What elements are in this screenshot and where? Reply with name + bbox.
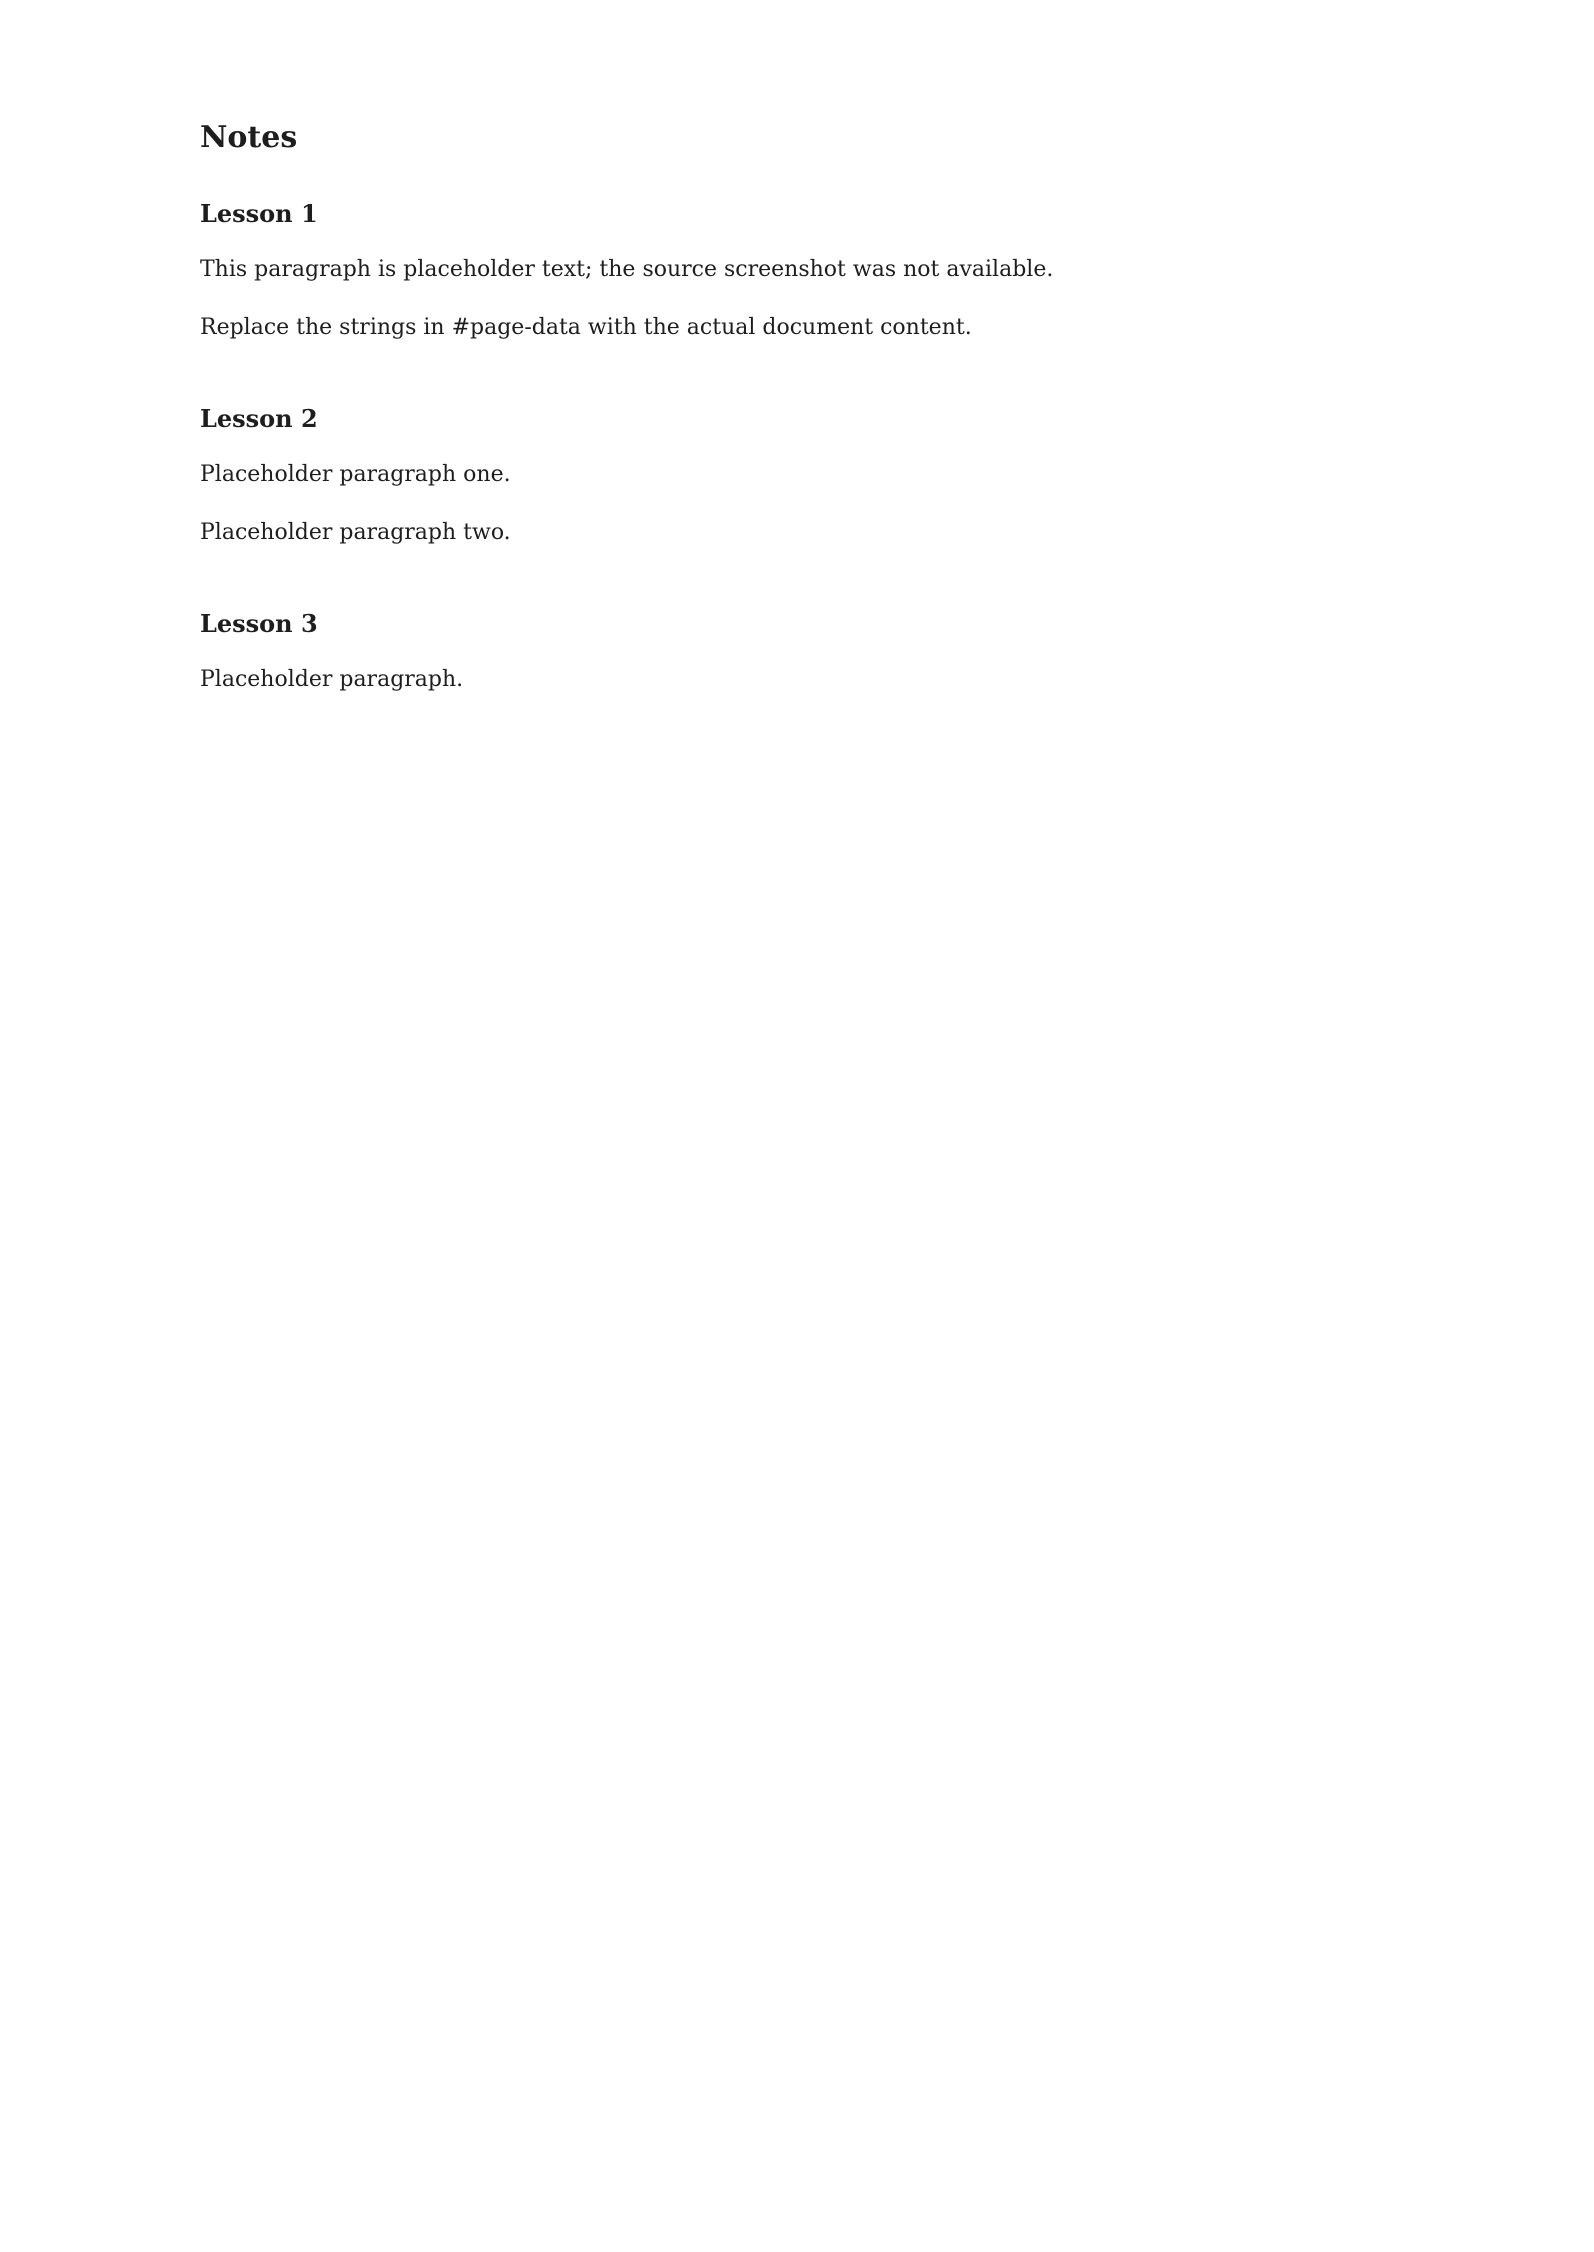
lesson-section — [200, 199, 1394, 348]
document-body — [200, 199, 1394, 700]
paragraph: Placeholder paragraph one. — [200, 462, 511, 487]
lesson-title: Lesson 3 — [200, 609, 318, 638]
paragraph: This paragraph is placeholder text; the source screenshot was not available. — [200, 257, 1054, 282]
paragraph: Placeholder paragraph. — [200, 667, 464, 692]
lesson-title: Lesson 1 — [200, 199, 318, 228]
lesson-section — [200, 609, 1394, 700]
paragraph: Placeholder paragraph two. — [200, 520, 511, 545]
paragraph: Replace the strings in #page-data with the actual document content. — [200, 315, 972, 340]
document-title: Notes — [200, 120, 298, 155]
lesson-section — [200, 404, 1394, 553]
lesson-title: Lesson 2 — [200, 404, 318, 433]
